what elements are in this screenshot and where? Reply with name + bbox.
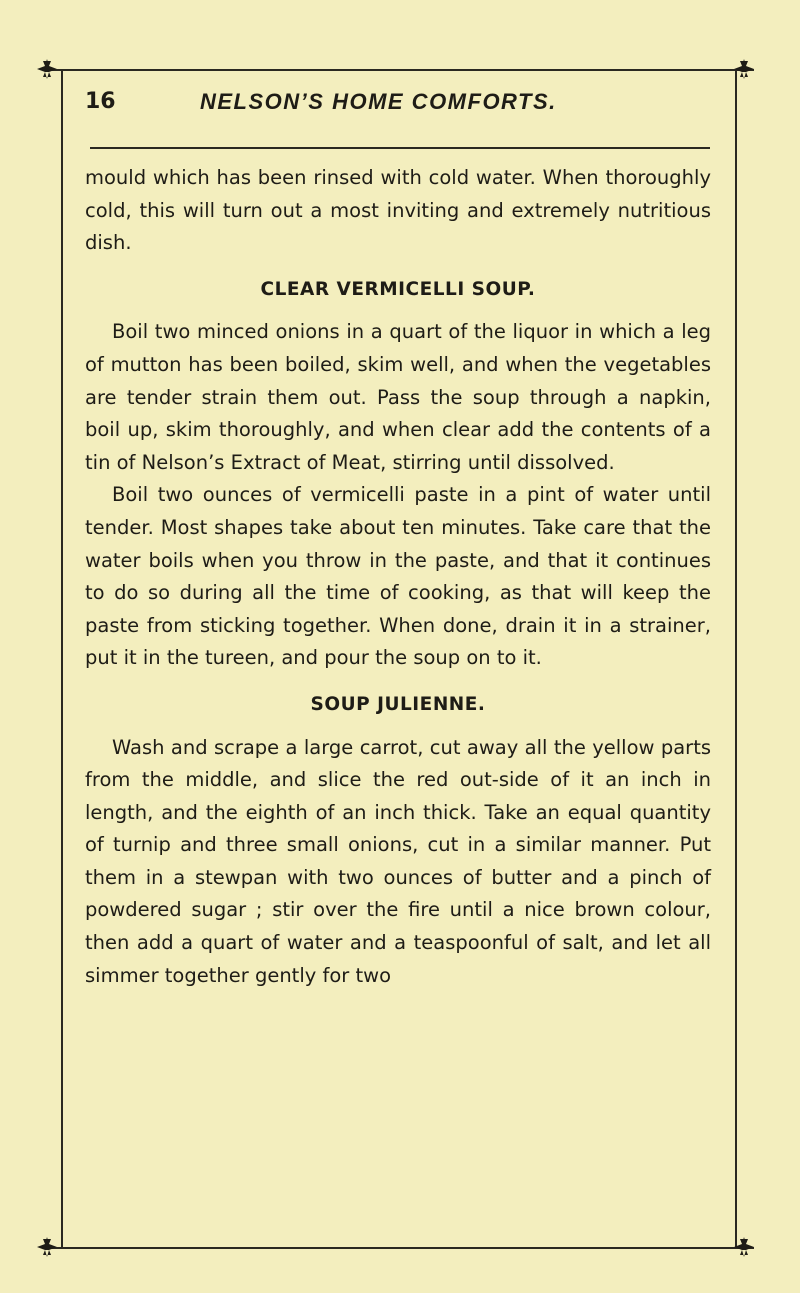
running-title: NELSON’S HOME COMFORTS. xyxy=(200,89,557,114)
body-paragraph: Boil two ounces of vermicelli paste in a pint of water until tender. Most shapes take about ten minutes. Take care that the water boils when you throw in the paste, and that it continues to do so during all the time of cooking, as that will keep the paste from sticking together. When done, drain it in a strainer, put it in the tureen, and pour the soup on to it. xyxy=(85,483,711,670)
section-heading-clear-vermicelli-soup: CLEAR VERMICELLI SOUP. xyxy=(260,278,536,300)
cross-ornament-icon xyxy=(733,58,755,80)
section-heading-soup-julienne: SOUP JULIENNE. xyxy=(310,693,486,715)
bottom-border-line xyxy=(44,1247,754,1249)
page-number: 16 xyxy=(85,89,116,114)
cross-ornament-icon xyxy=(733,1236,755,1258)
header-rule xyxy=(90,147,710,149)
cross-ornament-icon xyxy=(36,58,58,80)
right-border-line xyxy=(735,70,737,1248)
top-border-line xyxy=(44,69,754,71)
left-border-line xyxy=(61,70,63,1248)
intro-paragraph: mould which has been rinsed with cold water. When thoroughly cold, this will turn out a most inviting and extremely nutritious dish. xyxy=(85,166,711,255)
cross-ornament-icon xyxy=(36,1236,58,1258)
page-body xyxy=(85,162,711,992)
body-paragraph: Boil two minced onions in a quart of the liquor in which a leg of mutton has been boiled, skim well, and when the vegetables are tender strain them out. Pass the soup through a napkin, boil up, skim thoroughly, and when clear add the contents of a tin of Nelson’s Extract of Meat, stirring until dissolved. xyxy=(85,320,711,474)
body-paragraph: Wash and scrape a large carrot, cut away all the yellow parts from the middle, and slice the red out-side of it an inch in length, and the eighth of an inch thick. Take an equal quantity of turnip and three small onions, cut in a similar manner. Put them in a stewpan with two ounces of butter and a pinch of powdered sugar ; stir over the fire until a nice brown colour, then add a quart of water and a teaspoonful of salt, and let all simmer together gently for two xyxy=(85,735,711,987)
